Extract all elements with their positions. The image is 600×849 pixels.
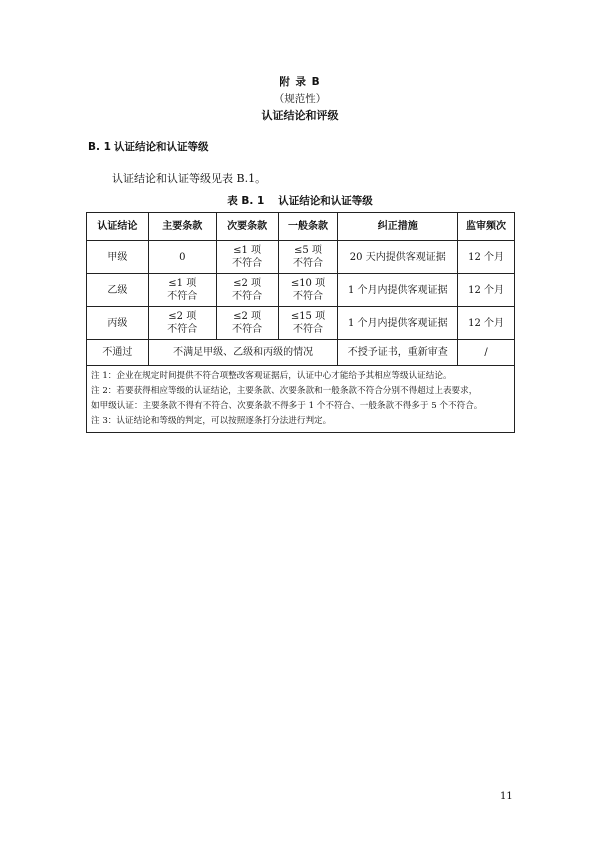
- major-cell: ≤1 项 不符合: [148, 274, 216, 307]
- header-cell: 认证结论: [87, 213, 149, 241]
- section-heading: [88, 139, 209, 154]
- body-paragraph: 认证结论和认证等级见表 B.1。: [112, 172, 267, 185]
- note-line: 注 3：认证结论和等级的判定，可以按照逐条打分法进行判定。: [91, 416, 332, 426]
- condition-cell: 不满足甲级、乙级和丙级的情况: [148, 340, 338, 366]
- note-line: 注 2：若要获得相应等级的认证结论，主要条款、次要条款和一般条款不符合分别不得超过上表要求，: [91, 386, 478, 396]
- annex-title: 附 录 B: [279, 76, 321, 88]
- annex-subtitle: （规范性）: [273, 93, 327, 105]
- grade-cell: 丙级: [87, 307, 149, 340]
- major-cell: ≤2 项 不符合: [148, 307, 216, 340]
- section-number: B. 1: [88, 141, 111, 153]
- frequency-cell: 12 个月: [458, 307, 515, 340]
- frequency-cell: 12 个月: [458, 274, 515, 307]
- action-cell: 1 个月内提供客观证据: [338, 307, 458, 340]
- table-notes-row: [87, 366, 515, 433]
- table-caption: [0, 193, 600, 208]
- minor-cell: ≤1 项 不符合: [216, 241, 278, 274]
- header-cell: 纠正措施: [338, 213, 458, 241]
- minor-cell: ≤2 项 不符合: [216, 307, 278, 340]
- table-header-row: [87, 213, 515, 241]
- table-caption-number: 表 B. 1: [227, 195, 265, 207]
- frequency-cell: 12 个月: [458, 241, 515, 274]
- action-cell: 不授予证书，重新审查: [338, 340, 458, 366]
- note-line: 如甲级认证：主要条款不得有不符合、次要条款不得多于 1 个不符合、一般条款不得多于 5 个不符合。: [91, 401, 483, 411]
- section-title: 认证结论和认证等级: [114, 141, 209, 153]
- grade-cell: 不通过: [87, 340, 149, 366]
- header-cell: 一般条款: [278, 213, 338, 241]
- header-cell: 监审频次: [458, 213, 515, 241]
- table-row: [87, 241, 515, 274]
- general-cell: ≤10 项 不符合: [278, 274, 338, 307]
- table-row-fail: [87, 340, 515, 366]
- major-cell: 0: [148, 241, 216, 274]
- page-number: 11: [500, 791, 513, 802]
- frequency-cell: /: [458, 340, 515, 366]
- certification-table: [86, 212, 515, 433]
- general-cell: ≤5 项 不符合: [278, 241, 338, 274]
- table-row: [87, 274, 515, 307]
- general-cell: ≤15 项 不符合: [278, 307, 338, 340]
- table-row: [87, 307, 515, 340]
- header-cell: 主要条款: [148, 213, 216, 241]
- grade-cell: 乙级: [87, 274, 149, 307]
- table-caption-title: 认证结论和认证等级: [278, 195, 373, 207]
- action-cell: 1 个月内提供客观证据: [338, 274, 458, 307]
- header-cell: 次要条款: [216, 213, 278, 241]
- action-cell: 20 天内提供客观证据: [338, 241, 458, 274]
- annex-heading: 认证结论和评级: [261, 109, 339, 122]
- note-line: 注 1：企业在规定时间提供不符合项整改客观证据后，认证中心才能给予其相应等级认证结论。: [91, 371, 452, 381]
- minor-cell: ≤2 项 不符合: [216, 274, 278, 307]
- grade-cell: 甲级: [87, 241, 149, 274]
- table-notes: [87, 366, 515, 433]
